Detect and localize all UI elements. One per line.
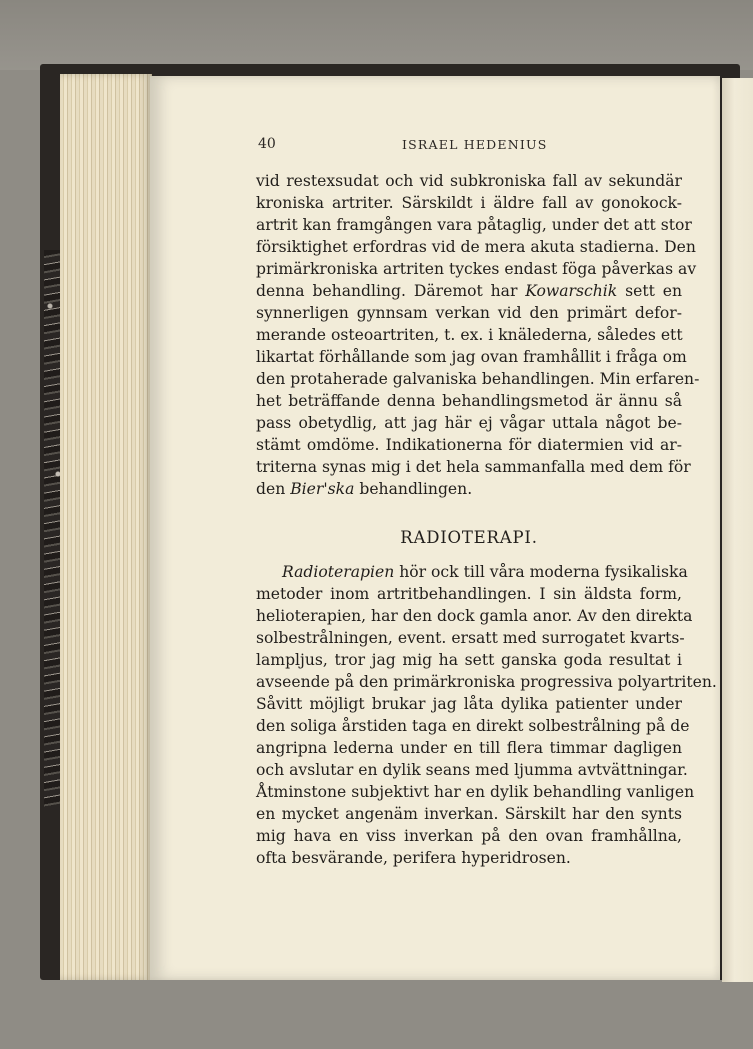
text-line: angripna lederna under en till flera timmar dagligen <box>256 739 682 757</box>
text-run: den <box>256 480 291 498</box>
backdrop <box>0 0 753 70</box>
text-line: Åtminstone subjektivt har en dylik behandling vanligen <box>256 783 695 801</box>
text-line: försiktighet erfordras vid de mera akuta stadierna. Den <box>256 238 696 256</box>
text-line: avseende på den primärkroniska progressiva polyartriten. <box>256 673 717 691</box>
text-line: artrit kan framgången vara påtaglig, under det att stor <box>256 216 692 234</box>
text-run: behandlingen. <box>354 480 473 498</box>
page-number: 40 <box>258 136 276 152</box>
author-name-italic: Kowarschik <box>525 282 618 300</box>
paragraph-2 <box>256 561 717 869</box>
text-line: den soliga årstiden taga en direkt solbestrålning på de <box>256 717 690 735</box>
text-line: triterna synas mig i det hela sammanfalla med dem för <box>256 458 691 476</box>
text-line: lampljus, tror jag mig ha sett ganska goda resultat i <box>256 651 682 669</box>
section-heading: RADIOTERAPI. <box>400 528 538 547</box>
text-line: den protaherade galvaniska behandlingen. Min erfaren- <box>256 370 700 388</box>
text-line: stämt omdöme. Indikationerna för diatermien vid ar- <box>256 436 682 454</box>
text-run: denna behandling. Däremot har <box>256 282 526 300</box>
text-line <box>256 561 688 583</box>
text-line <box>256 280 682 302</box>
text-line: och avslutar en dylik seans med ljumma avtvättningar. <box>256 761 688 779</box>
text-line: Såvitt möjligt brukar jag låta dylika patienter under <box>256 695 682 713</box>
text-line: pass obetydlig, att jag här ej vågar uttala något be- <box>256 414 682 432</box>
author-name-italic: Bier'ska <box>290 480 355 498</box>
term-italic: Radioterapien <box>282 563 395 581</box>
page-edges <box>60 74 152 980</box>
text-line: het beträffande denna behandlingsmetod är ännu så <box>256 392 682 410</box>
text-line: kroniska artriter. Särskildt i äldre fall av gonokock- <box>256 194 682 212</box>
text-line: likartat förhållande som jag ovan framhållit i fråga om <box>256 348 687 366</box>
text-line: mig hava en viss inverkan på den ovan framhållna, <box>256 827 682 845</box>
running-head-author: ISRAEL HEDENIUS <box>402 137 548 152</box>
paragraph-1 <box>256 170 700 500</box>
text-run: hör ock till våra moderna fysikaliska <box>394 563 688 581</box>
facing-page-edge <box>722 78 753 982</box>
text-line <box>256 478 682 500</box>
running-head <box>258 136 688 156</box>
text-line: metoder inom artritbehandlingen. I sin äldsta form, <box>256 585 682 603</box>
text-line: synnerligen gynnsam verkan vid den primärt defor- <box>256 304 682 322</box>
text-line: primärkroniska artriten tyckes endast föga påverkas av <box>256 260 697 278</box>
text-run: sett en <box>617 282 682 300</box>
text-line: ofta besvärande, perifera hyperidrosen. <box>256 849 571 867</box>
text-line: helioterapien, har den dock gamla anor. Av den direkta <box>256 607 693 625</box>
text-line: merande osteoartriten, t. ex. i knälederna, således ett <box>256 326 683 344</box>
text-line: en mycket angenäm inverkan. Särskilt har den synts <box>256 805 682 823</box>
text-line: vid restexsudat och vid subkroniska fall av sekundär <box>256 172 682 190</box>
text-line: solbestrålningen, event. ersatt med surrogatet kvarts- <box>256 629 685 647</box>
